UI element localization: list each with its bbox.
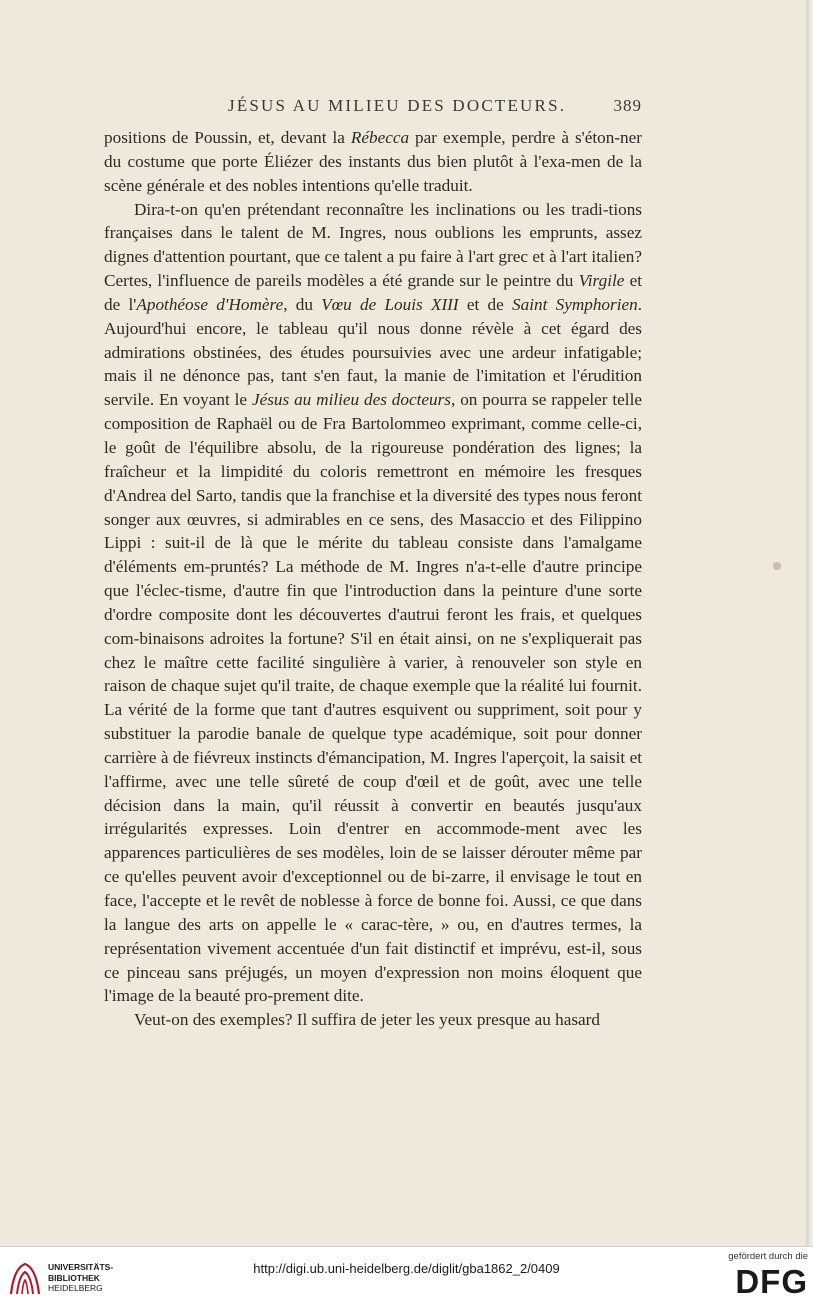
italic-title: Virgile (578, 271, 625, 291)
page-edge-shadow (806, 0, 813, 1246)
italic-title: Vœu de Louis XIII (321, 294, 459, 314)
permalink-url[interactable]: http://digi.ub.uni-heidelberg.de/diglit/gba1862_2/0409 (253, 1261, 560, 1276)
running-head (104, 96, 642, 120)
library-name: UNIVERSITÄTS- BIBLIOTHEK HEIDELBERG (48, 1262, 114, 1293)
paper-stain (773, 562, 781, 570)
body-text (104, 126, 642, 1032)
text-run: , on pourra se rappeler telle composition de Raphaël ou de Fra Bartolommeo exprimant, comme celle-ci, le goût de l'équilibre absolu, de la rigoureuse pondération des lignes; la fraîcheur et la limpidité du coloris remettront en mémoire les fresques d'Andrea del Sarto, tandis que la franchise et la diversité des types nous feront songer aux œuvres, si admirables en ce sens, des Masaccio et des Filippino Lippi : suit-il de là que le mérite du tableau consiste dans l'amalgame d'éléments em-pruntés? La méthode de M. Ingres n'a-t-elle d'autre principe que l'éclec-tisme, d'autre fin que l'introduction dans la peinture d'une sorte d'ordre composite dont les découvertes d'autrui feront les frais, et quelques com-binaisons adroites la fortune? S'il en était ainsi, on ne s'expliquerait pas chez le maître cette facilité singulière à varier, à renouveler son style en raison de chaque sujet qu'il traite, de chaque exemple que la réalité lui fournit. La vérité de la forme que tant d'autres esquivent ou suppriment, soit pour y substituer la parodie banale de quelque type académique, soit pour donner carrière à de fiévreux instincts d'émancipation, M. Ingres l'aperçoit, la saisit et l'affirme, avec une telle sûreté de coup d'œil et de goût, avec une telle décision dans la main, qu'il réussit à convertir en beautés jusqu'aux irrégularités expresses. Loin d'entrer en accommode-ment avec les apparences particulières de ses modèles, loin de se laisser dérouter même par ce qu'elles peuvent avoir d'exceptionnel ou de bi-zarre, il envisage le tout en face, l'accepte et le revêt de noblesse à force de bonne foi. Aussi, ce que dans la langue des arts on appelle le « carac-tère, » ou, en d'autres termes, la représentation vivement accentuée d'un fait distinctif et imprévu, est-il, sous ce pinceau sans préjugés, un moyen d'expression non moins éloquent que l'image de la beauté pro-prement dite. (104, 390, 642, 1006)
funded-by-label: gefördert durch die (728, 1251, 808, 1262)
footer-divider (0, 1246, 813, 1247)
italic-title: Rébecca (350, 128, 410, 147)
paragraph (104, 198, 642, 1009)
text-run: positions de Poussin, et, devant la (104, 128, 351, 147)
text-run: , du (283, 294, 322, 314)
text-run: et de l' (104, 271, 643, 314)
page-number: 389 (613, 96, 642, 115)
text-run: Veut-on des exemples? Il suffira de jeter les yeux presque au hasard (134, 1010, 600, 1030)
dfg-logo-icon: DFG (735, 1263, 808, 1300)
dfg-funding-logo[interactable] (712, 1251, 808, 1301)
paragraph (104, 1008, 642, 1032)
running-head-title: JÉSUS AU MILIEU DES DOCTEURS. (228, 96, 567, 115)
paragraph (104, 126, 642, 198)
text-run: et de (458, 294, 513, 314)
text-run: par exemple, perdre à s'éton-ner du costume que porte Éliézer des instants dus bien plutôt à l'exa-men de la scène générale et des nobles intentions qu'elle traduit. (104, 128, 642, 195)
text-run: Dira-t-on qu'en prétendant reconnaître les inclinations ou les tradi-tions françaises dans le talent de M. Ingres, nous oublions les emprunts, assez dignes d'attention pourtant, que ce talent a pu faire à l'art grec et à l'art italien? Certes, l'influence de pareils modèles a été grande sur le peintre du (104, 199, 642, 291)
italic-title: Saint Symphorien (512, 294, 638, 314)
italic-title: Jésus au milieu des docteurs (251, 390, 451, 410)
text-run: . Aujourd'hui encore, le tableau qu'il nous donne révèle à cet égard des admirations obstinées, des études poursuivies avec une ardeur infatigable; mais il ne dénonce pas, tant s'en faut, la manie de l'imitation et l'érudition servile. En voyant le (104, 294, 642, 410)
italic-title: Apothéose d'Homère (136, 294, 284, 314)
